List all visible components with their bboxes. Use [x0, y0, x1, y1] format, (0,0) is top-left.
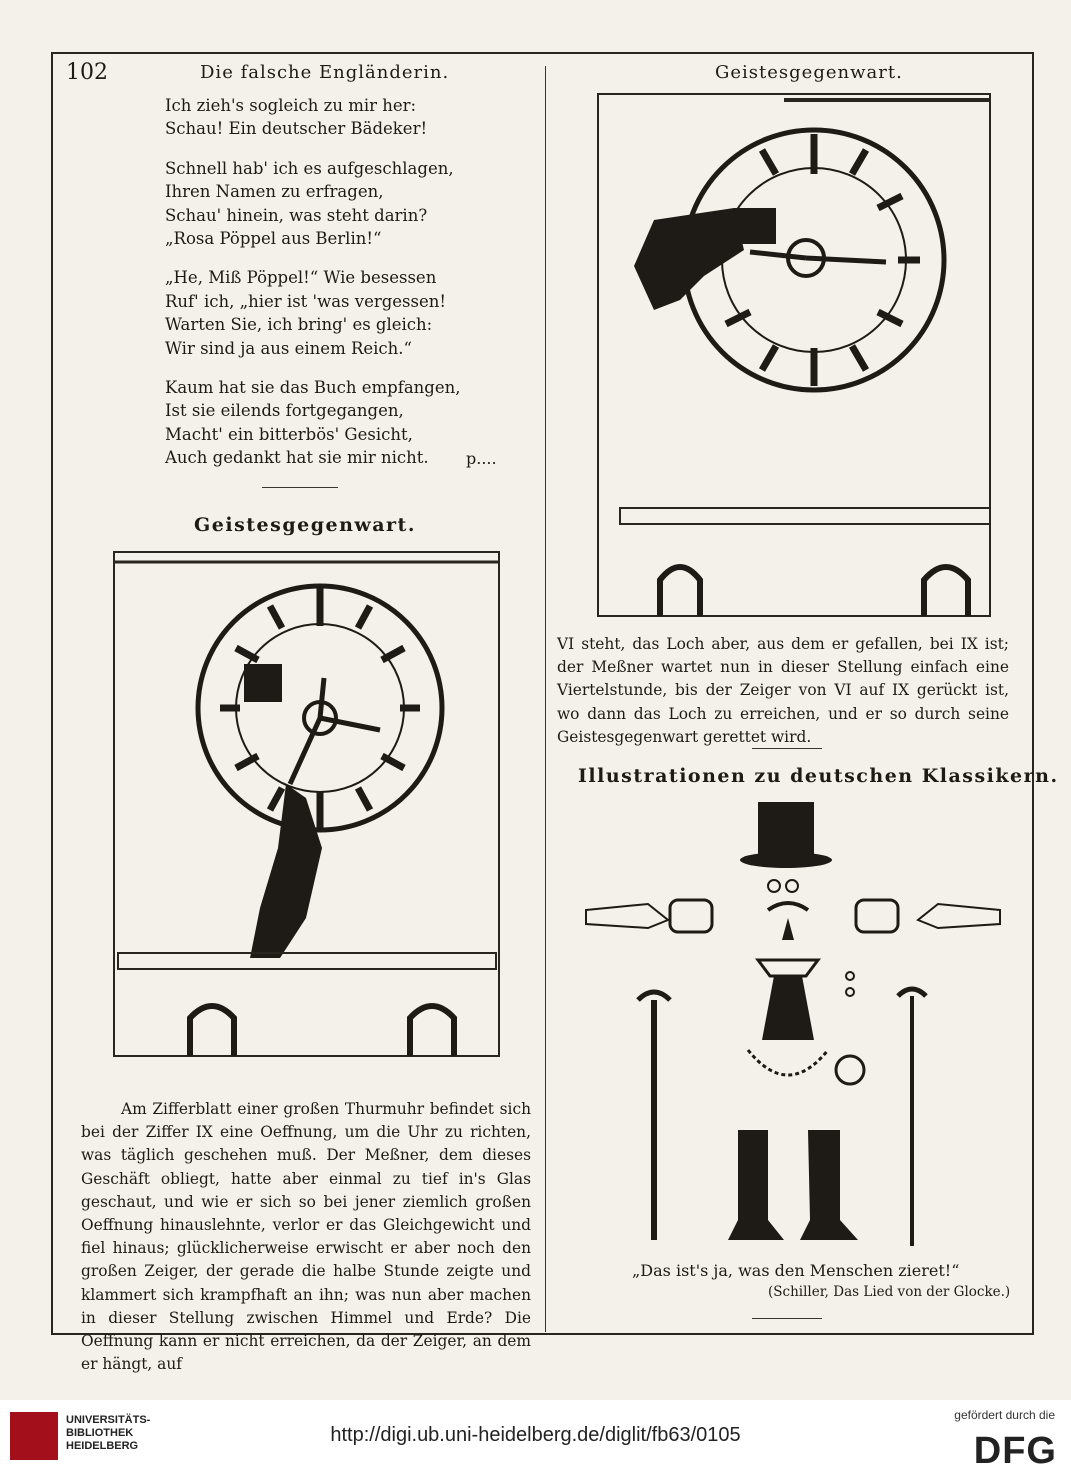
- separator-rule: [262, 487, 338, 488]
- right-running-head: Geistesgegenwart.: [715, 62, 903, 83]
- poem-line: Ich zieh's sogleich zu mir her:: [165, 96, 417, 115]
- library-name-line: BIBLIOTHEK: [66, 1427, 134, 1439]
- separator-rule: [752, 1318, 822, 1319]
- clock-illustration: [110, 548, 505, 1060]
- page-number: 102: [66, 60, 108, 85]
- poem-stanza: [165, 157, 535, 251]
- poem-line: Schnell hab' ich es aufgeschlagen,: [165, 158, 454, 178]
- article-paragraph: VI steht, das Loch aber, aus dem er gefallen, bei IX ist; der Meßner wartet nun in dieser Stellung einfach eine Viertelstunde, bis der Zeiger von VI auf IX gerückt ist, wo dann das Loch zu erreichen, und er so durch seine Geistesgegenwart gerettet wird.: [557, 635, 1009, 746]
- poem-line: Ihren Namen zu erfragen,: [165, 182, 384, 202]
- left-body-text: [81, 1098, 531, 1376]
- poem-line: Ruf' ich, „hier ist 'was vergessen!: [165, 291, 447, 311]
- illustration-caption: „Das ist's ja, was den Menschen zieret!“: [632, 1261, 960, 1280]
- library-name-line: UNIVERSITÄTS-: [66, 1414, 151, 1426]
- column-divider: [545, 66, 546, 1332]
- section-title-geistesgegenwart: Geistesgegenwart.: [194, 514, 416, 536]
- right-body-text: [557, 633, 1009, 749]
- caption-source: (Schiller, Das Lied von der Glocke.): [768, 1284, 1011, 1300]
- poem-line: Ist sie eilends fortgegangen,: [165, 401, 404, 421]
- separator-rule: [752, 748, 822, 749]
- library-name-line: HEIDELBERG: [66, 1440, 139, 1452]
- poem-stanza: [165, 266, 535, 360]
- poem-stanza: [165, 94, 535, 141]
- poem-line: Schau' hinein, was steht darin?: [165, 205, 428, 225]
- poem-line: Warten Sie, ich bring' es gleich:: [165, 315, 433, 335]
- left-running-head: Die falsche Engländerin.: [200, 62, 450, 83]
- clock-illustration: [594, 90, 994, 620]
- poem-line: Macht' ein bitterbös' Gesicht,: [165, 424, 413, 444]
- sponsor-logo: DFG: [973, 1430, 1057, 1472]
- section-title-illustrationen: Illustrationen zu deutschen Klassikern.: [578, 765, 1059, 787]
- poem-signature: p....: [466, 449, 497, 468]
- sponsor-label: gefördert durch die: [954, 1408, 1055, 1422]
- gentleman-objects-illustration: [578, 800, 1008, 1260]
- article-paragraph: Am Zifferblatt einer großen Thurmuhr befindet sich bei der Ziffer IX eine Oeffnung, um die Uhr zu richten, was täglich geschehen muß. Der Meßner, dem dieses Geschäft obliegt, hatte aber einmal zu tief in's Glas geschaut, und wie er sich so bei jener ziemlich großen Oeffnung hinauslehnte, verlor er das Gleichgewicht und fiel hinaus; glücklicherweise erwischt er aber noch den großen Zeiger, der gerade die halbe Stunde zeigte und klammert sich krampfhaft an ihn; was nun aber machen in dieser Stellung zwischen Himmel und Erde? Die Oeffnung kann er nicht erreichen, da der Zeiger, an dem er hängt, auf: [81, 1100, 531, 1374]
- poem-line: „Rosa Pöppel aus Berlin!“: [165, 229, 382, 249]
- poem: [165, 94, 535, 486]
- poem-line: Wir sind ja aus einem Reich.“: [165, 338, 412, 358]
- source-url-link[interactable]: http://digi.ub.uni-heidelberg.de/diglit/fb63/0105: [330, 1424, 741, 1446]
- poem-line: Kaum hat sie das Buch empfangen,: [165, 378, 461, 398]
- digitization-footer: [0, 1400, 1071, 1482]
- poem-line: Auch gedankt hat sie mir nicht.: [165, 448, 429, 468]
- poem-line: „He, Miß Pöppel!“ Wie besessen: [165, 268, 437, 288]
- poem-line: Schau! Ein deutscher Bädeker!: [165, 119, 428, 139]
